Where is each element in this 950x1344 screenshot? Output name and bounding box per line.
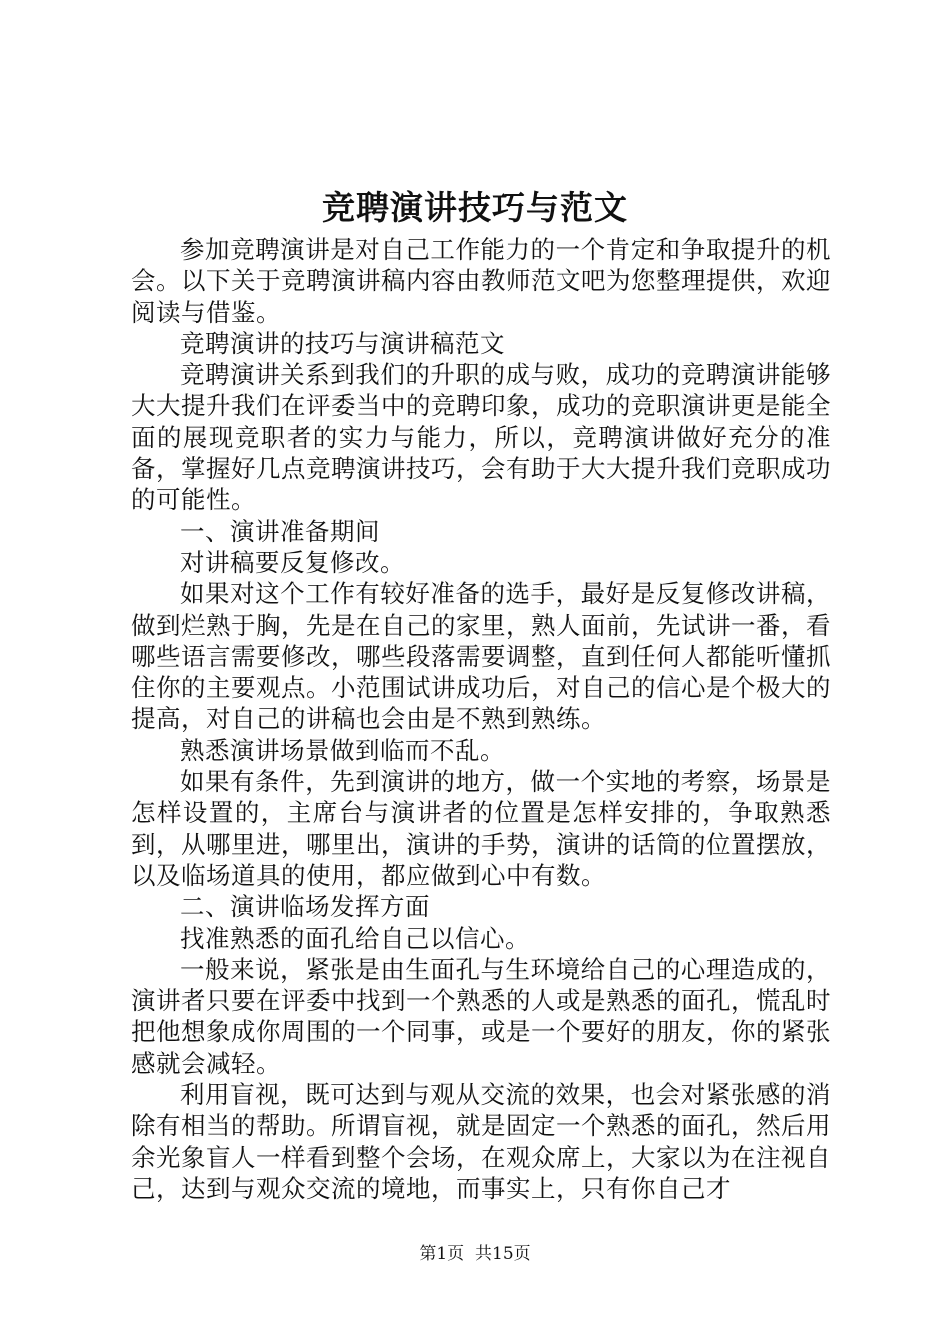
paragraph-blind-view: 利用盲视，既可达到与观从交流的效果，也会对紧张感的消除有相当的帮助。所谓盲视，就是固定一个熟悉的面孔，然后用余光象盲人一样看到整个会场，在观众席上，大家以为在注视自己，达到与观众交流的境地，而事实上，只有你自己才 [131,1080,831,1203]
section-heading-onsite: 二、演讲临场发挥方面 [180,892,430,922]
paragraph-subtitle: 竞聘演讲的技巧与演讲稿范文 [180,328,505,358]
subheading-familiar-venue: 熟悉演讲场景做到临而不乱。 [180,735,505,765]
paragraph-familiar-venue: 如果有条件，先到演讲的地方，做一个实地的考察，场景是怎样设置的，主席台与演讲者的位置是怎样安排的，争取熟悉到，从哪里进，哪里出，演讲的手势，演讲的话筒的位置摆放，以及临场道具的使用，都应做到心中有数。 [131,767,831,890]
section-heading-preparation: 一、演讲准备期间 [180,516,380,546]
page-number: 第1页 [419,1244,465,1264]
paragraph-overview: 竞聘演讲关系到我们的升职的成与败，成功的竞聘演讲能够大大提升我们在评委当中的竞聘印象，成功的竞职演讲更是能全面的展现竞职者的实力与能力，所以，竞聘演讲做好充分的准备，掌握好几点竞聘演讲技巧，会有助于大大提升我们竞职成功的可能性。 [131,360,831,515]
page-footer [0,1242,950,1266]
paragraph-revise-script: 如果对这个工作有较好准备的选手，最好是反复修改讲稿，做到烂熟于胸，先是在自己的家里，熟人面前，先试讲一番，看哪些语言需要修改，哪些段落需要调整，直到任何人都能听懂抓住你的主要观点。小范围试讲成功后，对自己的信心是个极大的提高，对自己的讲稿也会由是不熟到熟练。 [131,579,831,734]
paragraph-intro: 参加竞聘演讲是对自己工作能力的一个肯定和争取提升的机会。以下关于竞聘演讲稿内容由教师范文吧为您整理提供，欢迎阅读与借鉴。 [131,235,831,327]
page-total: 共15页 [475,1244,531,1264]
subheading-revise-script: 对讲稿要反复修改。 [180,547,405,577]
paragraph-familiar-face: 一般来说，紧张是由生面孔与生环境给自己的心理造成的，演讲者只要在评委中找到一个熟悉的人或是熟悉的面孔，慌乱时把他想象成你周围的一个同事，或是一个要好的朋友，你的紧张感就会减轻。 [131,954,831,1078]
document-title: 竞聘演讲技巧与范文 [322,188,628,227]
subheading-familiar-face: 找准熟悉的面孔给自己以信心。 [180,923,530,953]
document-body [131,234,831,1204]
